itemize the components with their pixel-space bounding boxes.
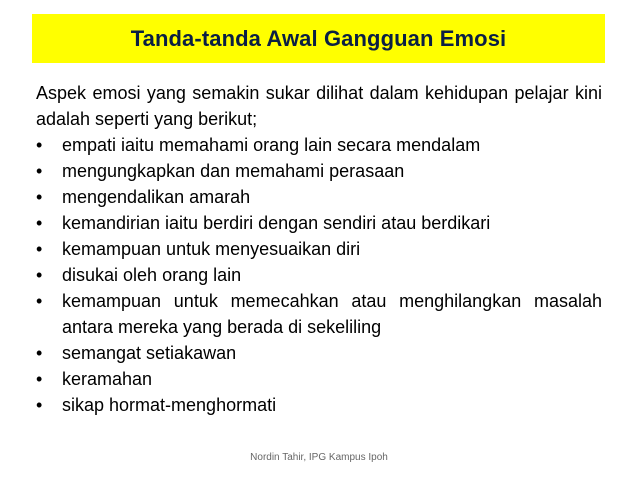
- bullet-icon: •: [36, 265, 43, 285]
- bullet-item: [36, 184, 602, 210]
- bullet-icon: •: [36, 187, 43, 207]
- bullet-text: kemandirian iaitu berdiri dengan sendiri atau berdikari: [62, 213, 491, 233]
- bullet-item: [36, 158, 602, 184]
- bullet-item: [36, 340, 602, 366]
- slide-title: Tanda-tanda Awal Gangguan Emosi: [130, 25, 507, 51]
- bullet-icon: •: [36, 135, 43, 155]
- bullet-text: keramahan: [62, 369, 153, 389]
- bullet-text: semangat setiakawan: [62, 343, 237, 363]
- bullet-list: [36, 132, 602, 418]
- bullet-text: kemampuan untuk memecahkan atau menghilangkan masalah antara mereka yang berada di sekeliling: [62, 291, 602, 337]
- bullet-icon: •: [36, 395, 43, 415]
- bullet-text: kemampuan untuk menyesuaikan diri: [62, 239, 361, 259]
- bullet-icon: •: [36, 239, 43, 259]
- title-banner: [32, 14, 605, 63]
- bullet-text: mengungkapkan dan memahami perasaan: [62, 161, 405, 181]
- bullet-item: [36, 210, 602, 236]
- bullet-icon: •: [36, 369, 43, 389]
- intro-paragraph: Aspek emosi yang semakin sukar dilihat dalam kehidupan pelajar kini adalah seperti yang berikut;: [36, 83, 602, 129]
- slide-footer: Nordin Tahir, IPG Kampus Ipoh: [250, 452, 388, 463]
- bullet-icon: •: [36, 213, 43, 233]
- bullet-item: [36, 236, 602, 262]
- bullet-item: [36, 288, 602, 340]
- bullet-icon: •: [36, 161, 43, 181]
- bullet-item: [36, 132, 602, 158]
- bullet-text: mengendalikan amarah: [62, 187, 251, 207]
- bullet-text: empati iaitu memahami orang lain secara mendalam: [62, 135, 481, 155]
- slide-body: [36, 80, 602, 418]
- bullet-item: [36, 262, 602, 288]
- bullet-item: [36, 392, 602, 418]
- bullet-text: disukai oleh orang lain: [62, 265, 242, 285]
- bullet-text: sikap hormat-menghormati: [62, 395, 277, 415]
- bullet-item: [36, 366, 602, 392]
- bullet-icon: •: [36, 343, 43, 363]
- bullet-icon: •: [36, 291, 43, 311]
